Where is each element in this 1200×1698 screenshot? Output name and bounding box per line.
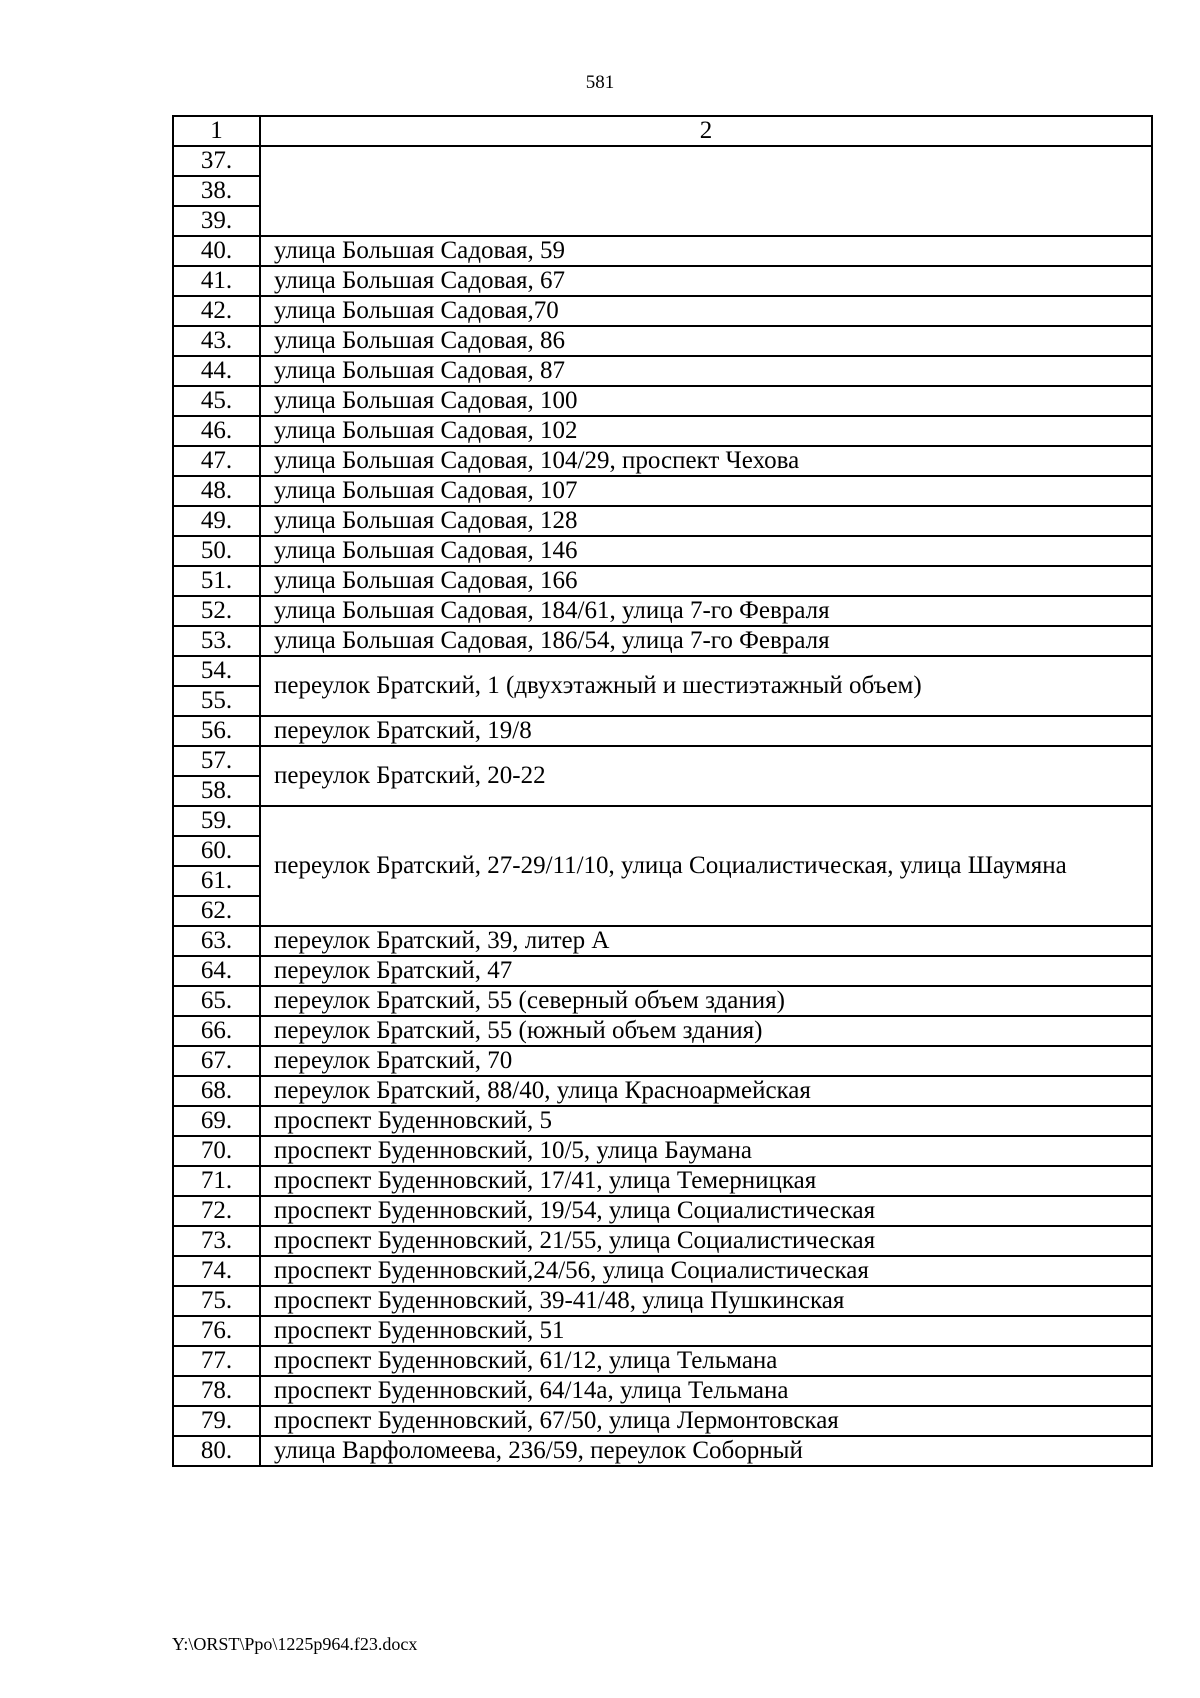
row-number-cell: 44. [173, 356, 260, 386]
row-number-cell: 45. [173, 386, 260, 416]
row-number-cell: 55. [173, 686, 260, 716]
table-row [173, 956, 1152, 986]
table-row [173, 1076, 1152, 1106]
address-cell: улица Большая Садовая, 107 [260, 476, 1152, 506]
address-cell: проспект Буденновский, 21/55, улица Социалистическая [260, 1226, 1152, 1256]
table-row [173, 266, 1152, 296]
table-row [173, 566, 1152, 596]
address-cell: проспект Буденновский, 51 [260, 1316, 1152, 1346]
table-row [173, 1316, 1152, 1346]
address-cell: улица Большая Садовая, 102 [260, 416, 1152, 446]
address-cell: улица Большая Садовая, 59 [260, 236, 1152, 266]
address-cell [260, 146, 1152, 236]
table-row [173, 236, 1152, 266]
table-row [173, 596, 1152, 626]
row-number-cell: 61. [173, 866, 260, 896]
row-number-cell: 63. [173, 926, 260, 956]
row-number-cell: 74. [173, 1256, 260, 1286]
row-number-cell: 69. [173, 1106, 260, 1136]
address-cell: переулок Братский, 70 [260, 1046, 1152, 1076]
row-number-cell: 60. [173, 836, 260, 866]
address-cell: переулок Братский, 47 [260, 956, 1152, 986]
table-row [173, 146, 1152, 176]
table-row [173, 1376, 1152, 1406]
row-number-cell: 75. [173, 1286, 260, 1316]
row-number-cell: 42. [173, 296, 260, 326]
row-number-cell: 39. [173, 206, 260, 236]
table-row [173, 746, 1152, 776]
row-number-cell: 52. [173, 596, 260, 626]
address-cell: проспект Буденновский, 17/41, улица Темерницкая [260, 1166, 1152, 1196]
address-cell: проспект Буденновский, 19/54, улица Социалистическая [260, 1196, 1152, 1226]
page-number: 581 [585, 72, 615, 93]
address-cell: улица Большая Садовая, 186/54, улица 7-го Февраля [260, 626, 1152, 656]
address-cell: переулок Братский, 55 (северный объем здания) [260, 986, 1152, 1016]
row-number-cell: 79. [173, 1406, 260, 1436]
table-row [173, 476, 1152, 506]
address-cell: улица Большая Садовая, 100 [260, 386, 1152, 416]
row-number-cell: 67. [173, 1046, 260, 1076]
table-row [173, 536, 1152, 566]
address-cell: проспект Буденновский, 39-41/48, улица Пушкинская [260, 1286, 1152, 1316]
row-number-cell: 72. [173, 1196, 260, 1226]
table-row [173, 1436, 1152, 1466]
column-header-address: 2 [260, 116, 1152, 146]
table-row [173, 446, 1152, 476]
row-number-cell: 56. [173, 716, 260, 746]
table-row [173, 806, 1152, 836]
address-cell: проспект Буденновский, 5 [260, 1106, 1152, 1136]
table-row [173, 1286, 1152, 1316]
row-number-cell: 64. [173, 956, 260, 986]
table-header-row [173, 116, 1152, 146]
table-row [173, 986, 1152, 1016]
address-table [172, 115, 1153, 1467]
row-number-cell: 80. [173, 1436, 260, 1466]
table-row [173, 1226, 1152, 1256]
table-row [173, 716, 1152, 746]
row-number-cell: 76. [173, 1316, 260, 1346]
row-number-cell: 53. [173, 626, 260, 656]
address-cell: переулок Братский, 20-22 [260, 746, 1152, 806]
table-row [173, 1016, 1152, 1046]
row-number-cell: 43. [173, 326, 260, 356]
table-row [173, 656, 1152, 686]
table-row [173, 926, 1152, 956]
address-cell: улица Большая Садовая, 86 [260, 326, 1152, 356]
address-cell: улица Большая Садовая,70 [260, 296, 1152, 326]
table-row [173, 1256, 1152, 1286]
row-number-cell: 65. [173, 986, 260, 1016]
address-cell: проспект Буденновский, 64/14а, улица Тельмана [260, 1376, 1152, 1406]
table-row [173, 1346, 1152, 1376]
address-cell: улица Большая Садовая, 166 [260, 566, 1152, 596]
address-cell: переулок Братский, 88/40, улица Красноармейская [260, 1076, 1152, 1106]
address-cell: улица Большая Садовая, 87 [260, 356, 1152, 386]
row-number-cell: 47. [173, 446, 260, 476]
table-row [173, 326, 1152, 356]
address-cell: переулок Братский, 55 (южный объем здания) [260, 1016, 1152, 1046]
address-cell: улица Большая Садовая, 104/29, проспект Чехова [260, 446, 1152, 476]
table-row [173, 506, 1152, 536]
table-row [173, 416, 1152, 446]
table-row [173, 356, 1152, 386]
table-row [173, 1136, 1152, 1166]
table-row [173, 1166, 1152, 1196]
address-cell: переулок Братский, 19/8 [260, 716, 1152, 746]
table-row [173, 1106, 1152, 1136]
table-row [173, 1196, 1152, 1226]
row-number-cell: 40. [173, 236, 260, 266]
table-body [173, 116, 1152, 1466]
row-number-cell: 50. [173, 536, 260, 566]
table-row [173, 386, 1152, 416]
row-number-cell: 68. [173, 1076, 260, 1106]
row-number-cell: 58. [173, 776, 260, 806]
row-number-cell: 66. [173, 1016, 260, 1046]
address-cell: проспект Буденновский, 67/50, улица Лермонтовская [260, 1406, 1152, 1436]
row-number-cell: 62. [173, 896, 260, 926]
table-row [173, 1406, 1152, 1436]
row-number-cell: 49. [173, 506, 260, 536]
table-row [173, 626, 1152, 656]
address-cell: улица Большая Садовая, 184/61, улица 7-го Февраля [260, 596, 1152, 626]
row-number-cell: 46. [173, 416, 260, 446]
row-number-cell: 41. [173, 266, 260, 296]
row-number-cell: 48. [173, 476, 260, 506]
address-cell: переулок Братский, 27-29/11/10, улица Социалистическая, улица Шаумяна [260, 806, 1152, 926]
row-number-cell: 59. [173, 806, 260, 836]
table-row [173, 296, 1152, 326]
row-number-cell: 37. [173, 146, 260, 176]
address-cell: улица Большая Садовая, 67 [260, 266, 1152, 296]
row-number-cell: 57. [173, 746, 260, 776]
address-cell: улица Варфоломеева, 236/59, переулок Соборный [260, 1436, 1152, 1466]
row-number-cell: 71. [173, 1166, 260, 1196]
row-number-cell: 38. [173, 176, 260, 206]
address-cell: проспект Буденновский, 61/12, улица Тельмана [260, 1346, 1152, 1376]
row-number-cell: 51. [173, 566, 260, 596]
table-row [173, 1046, 1152, 1076]
address-cell: улица Большая Садовая, 146 [260, 536, 1152, 566]
row-number-cell: 77. [173, 1346, 260, 1376]
row-number-cell: 78. [173, 1376, 260, 1406]
address-cell: проспект Буденновский, 10/5, улица Баумана [260, 1136, 1152, 1166]
address-cell: улица Большая Садовая, 128 [260, 506, 1152, 536]
row-number-cell: 73. [173, 1226, 260, 1256]
row-number-cell: 54. [173, 656, 260, 686]
footer-file-path: Y:\ORST\Ppo\1225p964.f23.docx [172, 1634, 418, 1654]
column-header-number: 1 [173, 116, 260, 146]
row-number-cell: 70. [173, 1136, 260, 1166]
address-cell: переулок Братский, 39, литер А [260, 926, 1152, 956]
address-cell: переулок Братский, 1 (двухэтажный и шестиэтажный объем) [260, 656, 1152, 716]
address-cell: проспект Буденновский,24/56, улица Социалистическая [260, 1256, 1152, 1286]
